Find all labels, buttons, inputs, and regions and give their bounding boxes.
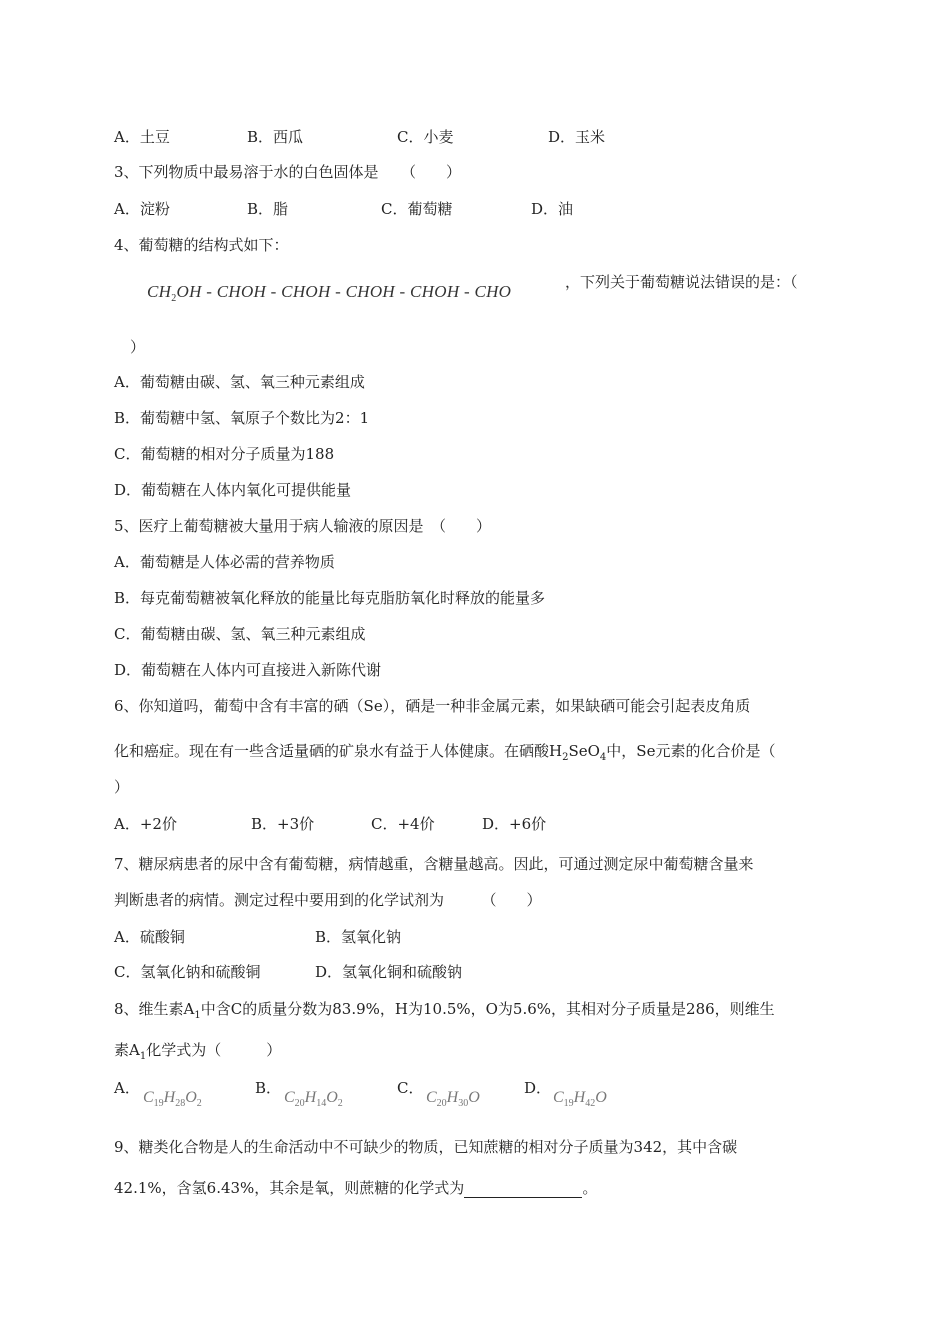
- q8-option-a-label: A．: [114, 1079, 140, 1097]
- q9-line-1: 9、糖类化合物是人的生命活动中不可缺少的物质，已知蔗糖的相对分子质量为342，其中含碳: [114, 1138, 738, 1156]
- q8-line-2: 素$A_1$化学式为（ ）: [114, 1041, 282, 1062]
- q6-option-d: D．+6价: [482, 815, 547, 833]
- q5-option-c: C．葡萄糖由碳、氢、氧三种元素组成: [114, 625, 366, 643]
- q6-option-a: A．+2价: [114, 815, 177, 833]
- q3-stem: 3、下列物质中最易溶于水的白色固体是 （ ）: [114, 163, 462, 181]
- q7-line-2: 判断患者的病情。测定过程中要用到的化学试剂为 （ ）: [114, 891, 542, 909]
- q3-option-a: A．淀粉: [114, 200, 170, 218]
- q7-option-a: A．硫酸铜: [114, 928, 185, 946]
- q9-line-2: 42.1%，含氢6.43%，其余是氧，则蔗糖的化学式为 。: [114, 1179, 598, 1197]
- q7-line-1: 7、糖尿病患者的尿中含有葡萄糖，病情越重，含糖量越高。因此，可通过测定尿中葡萄糖含量来: [114, 855, 754, 873]
- q4-option-d: D．葡萄糖在人体内氧化可提供能量: [114, 481, 352, 499]
- q8-option-d-label: D．: [524, 1079, 552, 1097]
- q6-option-b: B．+3价: [251, 815, 315, 833]
- q4-stem: 4、葡萄糖的结构式如下：: [114, 236, 289, 254]
- q4-option-b: B．葡萄糖中氢、氧原子个数比为2：1: [114, 409, 370, 427]
- q6-option-c: C．+4价: [371, 815, 435, 833]
- q7-option-b: B．氢氧化钠: [315, 928, 402, 946]
- glucose-structural-formula: $CH_2OH$ - CHOH - CHOH - CHOH - CHOH - CHO: [147, 282, 512, 304]
- q4-close-paren: ）: [130, 338, 146, 356]
- q8-option-c-formula: $C_{20}H_{30}O$: [426, 1089, 480, 1109]
- q2-option-a: A．土豆: [114, 128, 170, 146]
- q2-option-c: C．小麦: [397, 128, 454, 146]
- q5-option-a: A．葡萄糖是人体必需的营养物质: [114, 553, 335, 571]
- q5-option-b: B．每克葡萄糖被氧化释放的能量比每克脂肪氧化时释放的能量多: [114, 589, 546, 607]
- q8-option-a-formula: $C_{19}H_{28}O_2$: [143, 1089, 202, 1109]
- q8-option-b-label: B．: [255, 1079, 282, 1097]
- q7-option-c: C．氢氧化钠和硫酸铜: [114, 963, 261, 981]
- q3-option-c: C．葡萄糖: [381, 200, 453, 218]
- q8-option-b-formula: $C_{20}H_{14}O_2$: [284, 1089, 343, 1109]
- q8-option-c-label: C．: [397, 1079, 424, 1097]
- q5-stem: 5、医疗上葡萄糖被大量用于病人输液的原因是 （ ）: [114, 517, 492, 535]
- q2-option-d: D．玉米: [548, 128, 606, 146]
- q4-option-c: C．葡萄糖的相对分子质量为188: [114, 445, 335, 463]
- q4-stem-tail: ，下列关于葡萄糖说法错误的是：（: [565, 273, 798, 291]
- q5-option-d: D．葡萄糖在人体内可直接进入新陈代谢: [114, 661, 382, 679]
- q8-line-1: 8、维生素$A_1$中含C的质量分数为83.9%，H为10.5%，O为5.6%，其相对分子质量是286，则维生: [114, 1000, 775, 1021]
- q6-line-2: 化和癌症。现在有一些含适量硒的矿泉水有益于人体健康。在硒酸$H_2SeO_4$中，Se元素的化合价是（: [114, 742, 776, 763]
- q8-option-d-formula: $C_{19}H_{42}O$: [553, 1089, 607, 1109]
- q7-option-d: D．氢氧化铜和硫酸钠: [315, 963, 463, 981]
- q3-option-d: D．油: [531, 200, 574, 218]
- q3-option-b: B．脂: [247, 200, 289, 218]
- q6-line-1: 6、你知道吗，葡萄中含有丰富的硒（Se），硒是一种非金属元素，如果缺硒可能会引起表皮角质: [114, 697, 751, 715]
- answer-blank[interactable]: [464, 1181, 582, 1198]
- q4-option-a: A．葡萄糖由碳、氢、氧三种元素组成: [114, 373, 365, 391]
- q6-line-3: ）: [114, 778, 130, 796]
- q2-option-b: B．西瓜: [247, 128, 304, 146]
